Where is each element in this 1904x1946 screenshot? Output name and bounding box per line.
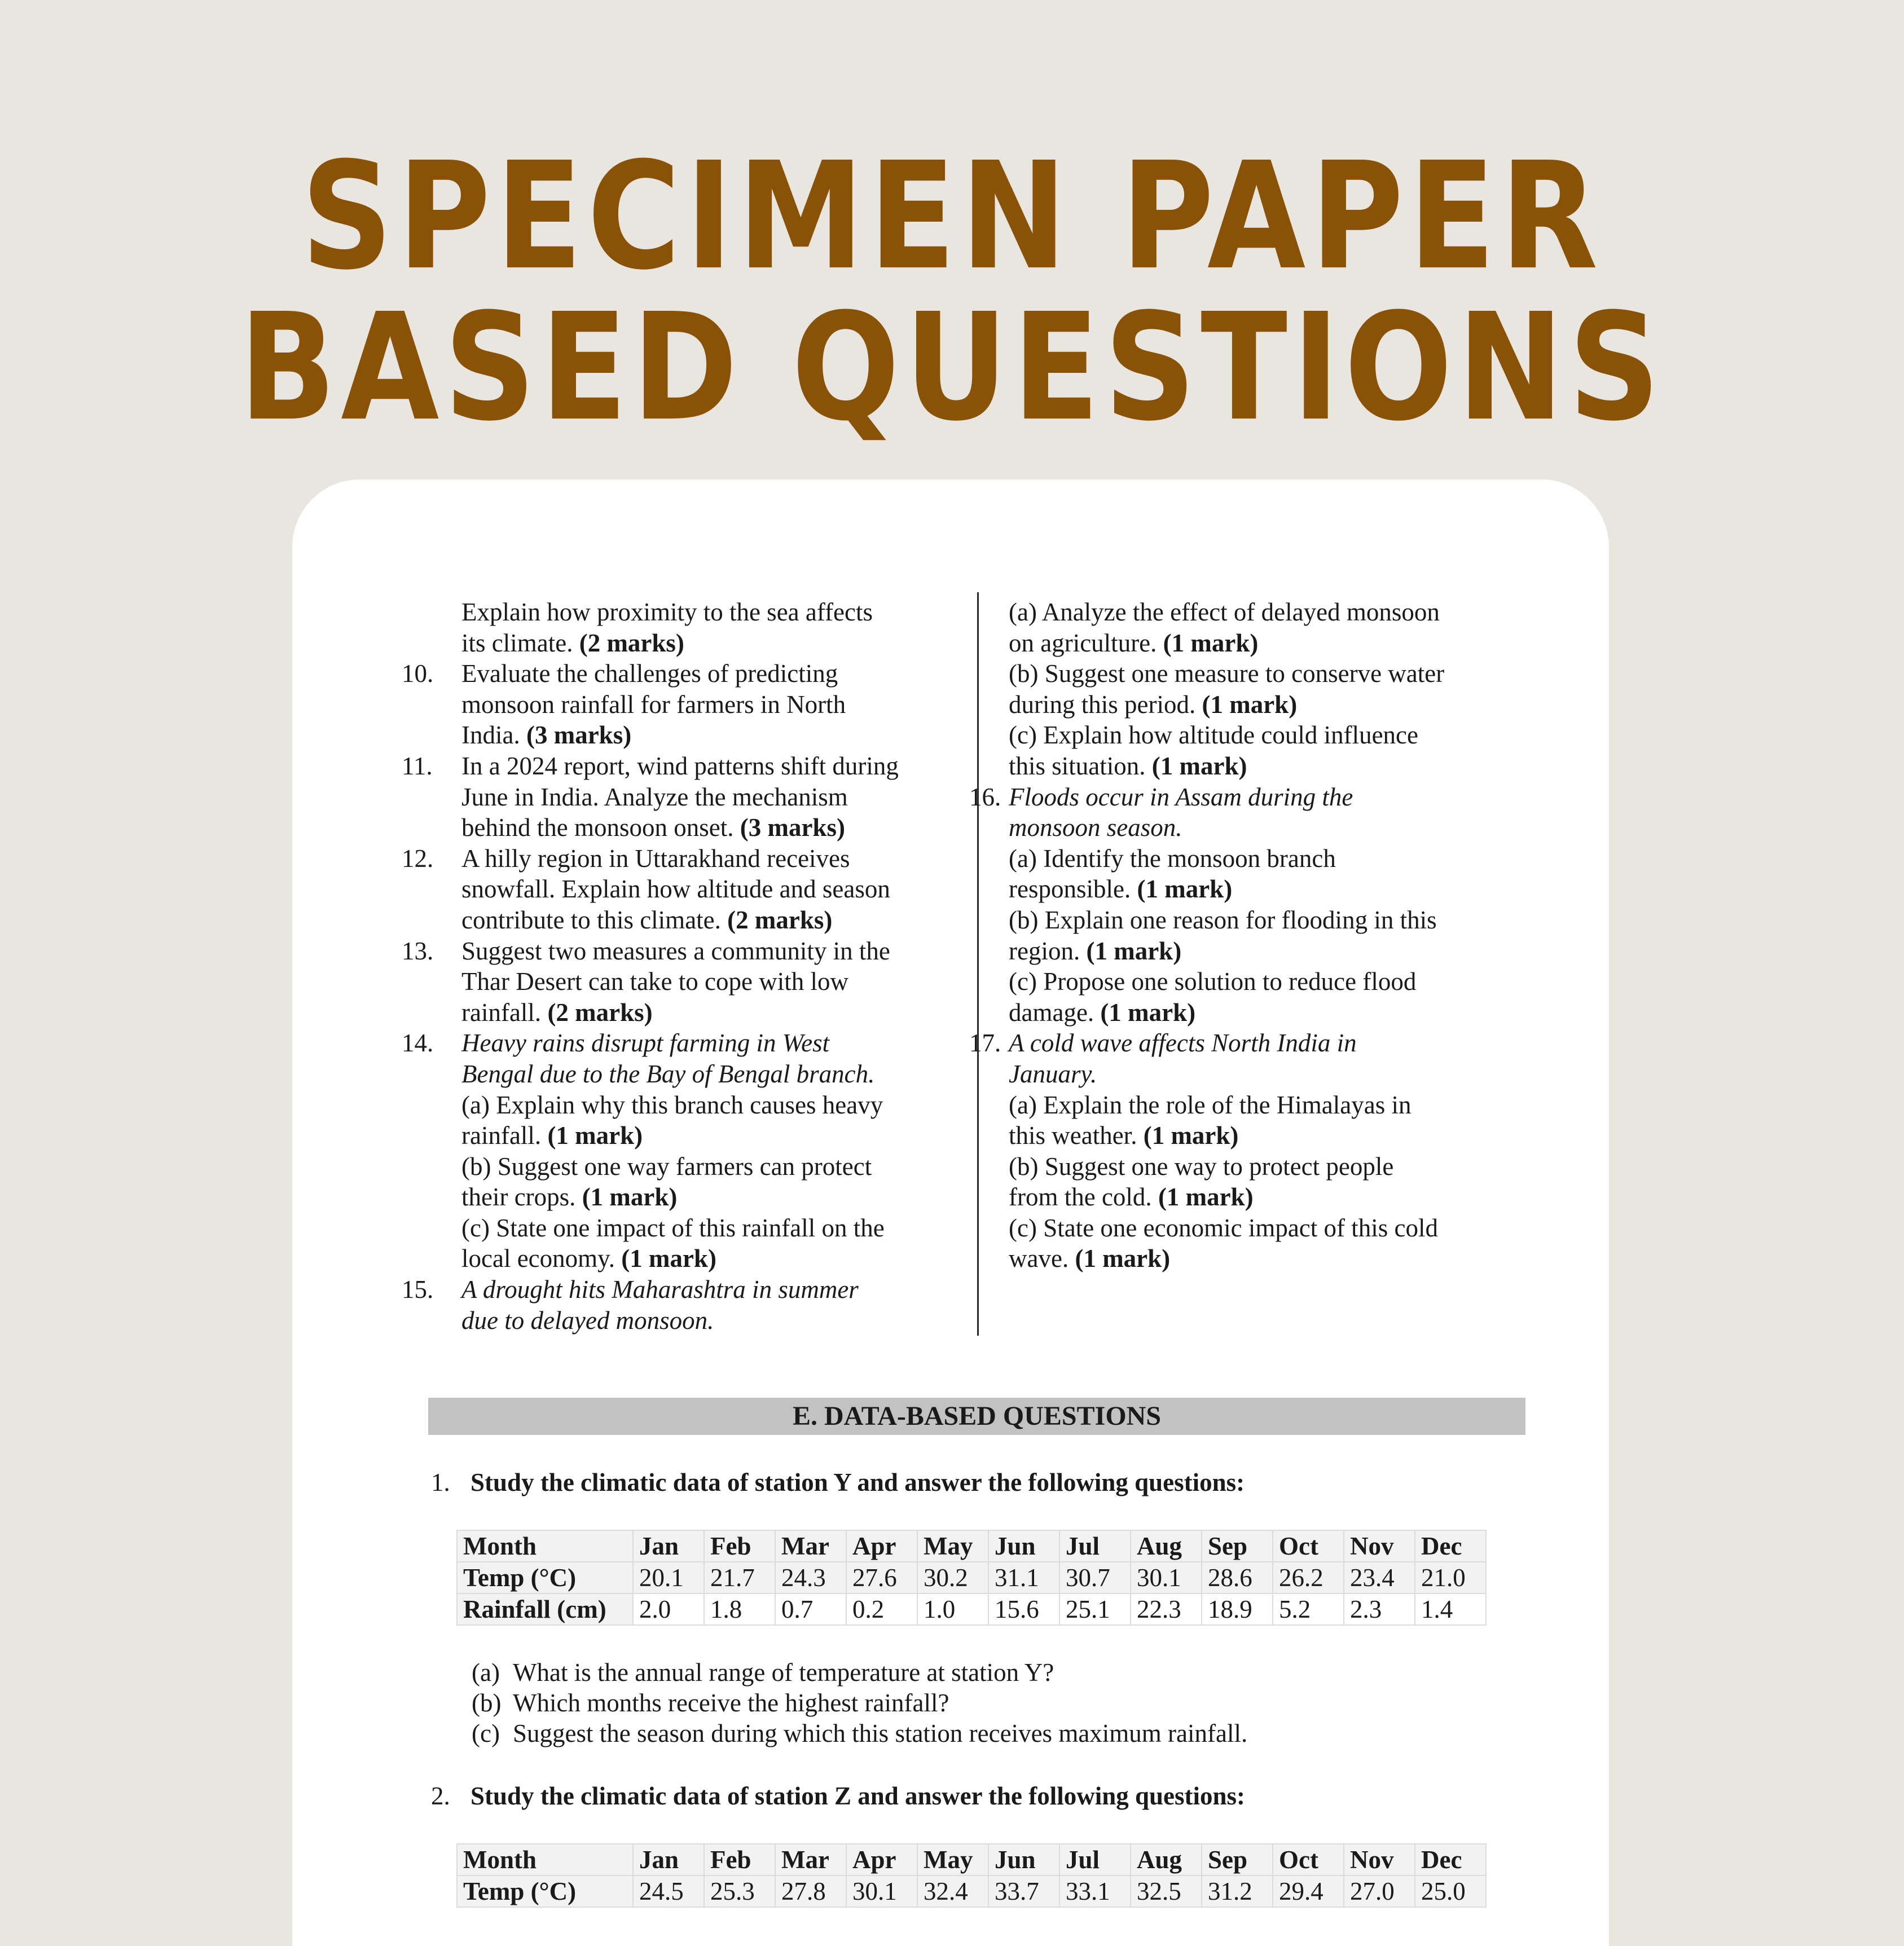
hero-title-line-2: BASED QUESTIONS — [239, 281, 1665, 454]
table-row: Temp (°C) 24.5 25.3 27.8 30.1 32.4 33.7 33.1 32.5 31.2 29.4 27.0 25.0 — [457, 1875, 1486, 1907]
list-item: (c) Suggest the season during which this station receives maximum rainfall. — [472, 1719, 1248, 1747]
left-column — [402, 597, 899, 1336]
hero-title-line-1: SPECIMEN PAPER — [301, 130, 1603, 302]
document-card — [292, 479, 1609, 1946]
question-14: 14. Heavy rains disrupt farming in West Bengal due to the Bay of Bengal branch. (a) Explain why this branch causes heavy rainfall. (1 mark) (b) Suggest one way farmers can protect their crops. (1 mark) (c) State one impact of this rainfall on the local economy. (1 mark) — [402, 1029, 885, 1273]
climate-table-station-y — [456, 1530, 1487, 1626]
section-header: E. DATA-BASED QUESTIONS — [428, 1398, 1525, 1435]
table-row: Temp (°C) 20.1 21.7 24.3 27.6 30.2 31.1 30.7 30.1 28.6 26.2 23.4 21.0 — [457, 1562, 1486, 1593]
question-16: 16. Floods occur in Assam during the monsoon season. (a) Identify the monsoon branch responsible. (1 mark) (b) Explain one reason for flooding in this region. (1 mark) (c) Propose one solution to reduce flood damage. (1 mark) — [969, 782, 1437, 1027]
right-column — [969, 597, 1505, 1274]
data-question-1-subquestions — [472, 1657, 1247, 1749]
column-divider — [977, 592, 979, 1336]
data-question-2: 2. Study the climatic data of station Z and answer the following questions: — [431, 1782, 1246, 1810]
climate-table-station-z — [456, 1843, 1487, 1908]
question-10: 10. Evaluate the challenges of predicting monsoon rainfall for farmers in North India. (3 marks) — [402, 659, 846, 750]
list-item: (b) Which months receive the highest rainfall? — [472, 1689, 949, 1717]
hero-title — [133, 130, 1771, 454]
table-row: Month Jan Feb Mar Apr May Jun Jul Aug Sep Oct Nov Dec — [457, 1530, 1486, 1562]
data-question-1: 1. Study the climatic data of station Y and answer the following questions: — [431, 1468, 1245, 1496]
question-15-parts: (a) Analyze the effect of delayed monsoon on agriculture. (1 mark) (b) Suggest one measure to conserve water during this period. (1 mark) (c) Explain how altitude could influence this situation. (1 mark) — [1009, 598, 1445, 780]
list-item: (a) What is the annual range of temperature at station Y? — [472, 1658, 1054, 1687]
question-12: 12. A hilly region in Uttarakhand receives snowfall. Explain how altitude and season contribute to this climate. (2 marks) — [402, 844, 890, 934]
table-row: Rainfall (cm) 2.0 1.8 0.7 0.2 1.0 15.6 25.1 22.3 18.9 5.2 2.3 1.4 — [457, 1593, 1486, 1625]
table-row: Month Jan Feb Mar Apr May Jun Jul Aug Sep Oct Nov Dec — [457, 1844, 1486, 1875]
question-15: 15. A drought hits Maharashtra in summer due to delayed monsoon. — [402, 1275, 859, 1335]
intro-question: Explain how proximity to the sea affects its climate. (2 marks) — [461, 598, 873, 657]
question-11: 11. In a 2024 report, wind patterns shift during June in India. Analyze the mechanism behind the monsoon onset. (3 marks) — [402, 751, 899, 842]
question-17: 17. A cold wave affects North India in January. (a) Explain the role of the Himalayas in this weather. (1 mark) (b) Suggest one way to protect people from the cold. (1 mark) (c) State one economic impact of this cold wave. (1 mark) — [969, 1029, 1439, 1273]
question-13: 13. Suggest two measures a community in the Thar Desert can take to cope with low rainfall. (2 marks) — [402, 936, 890, 1027]
